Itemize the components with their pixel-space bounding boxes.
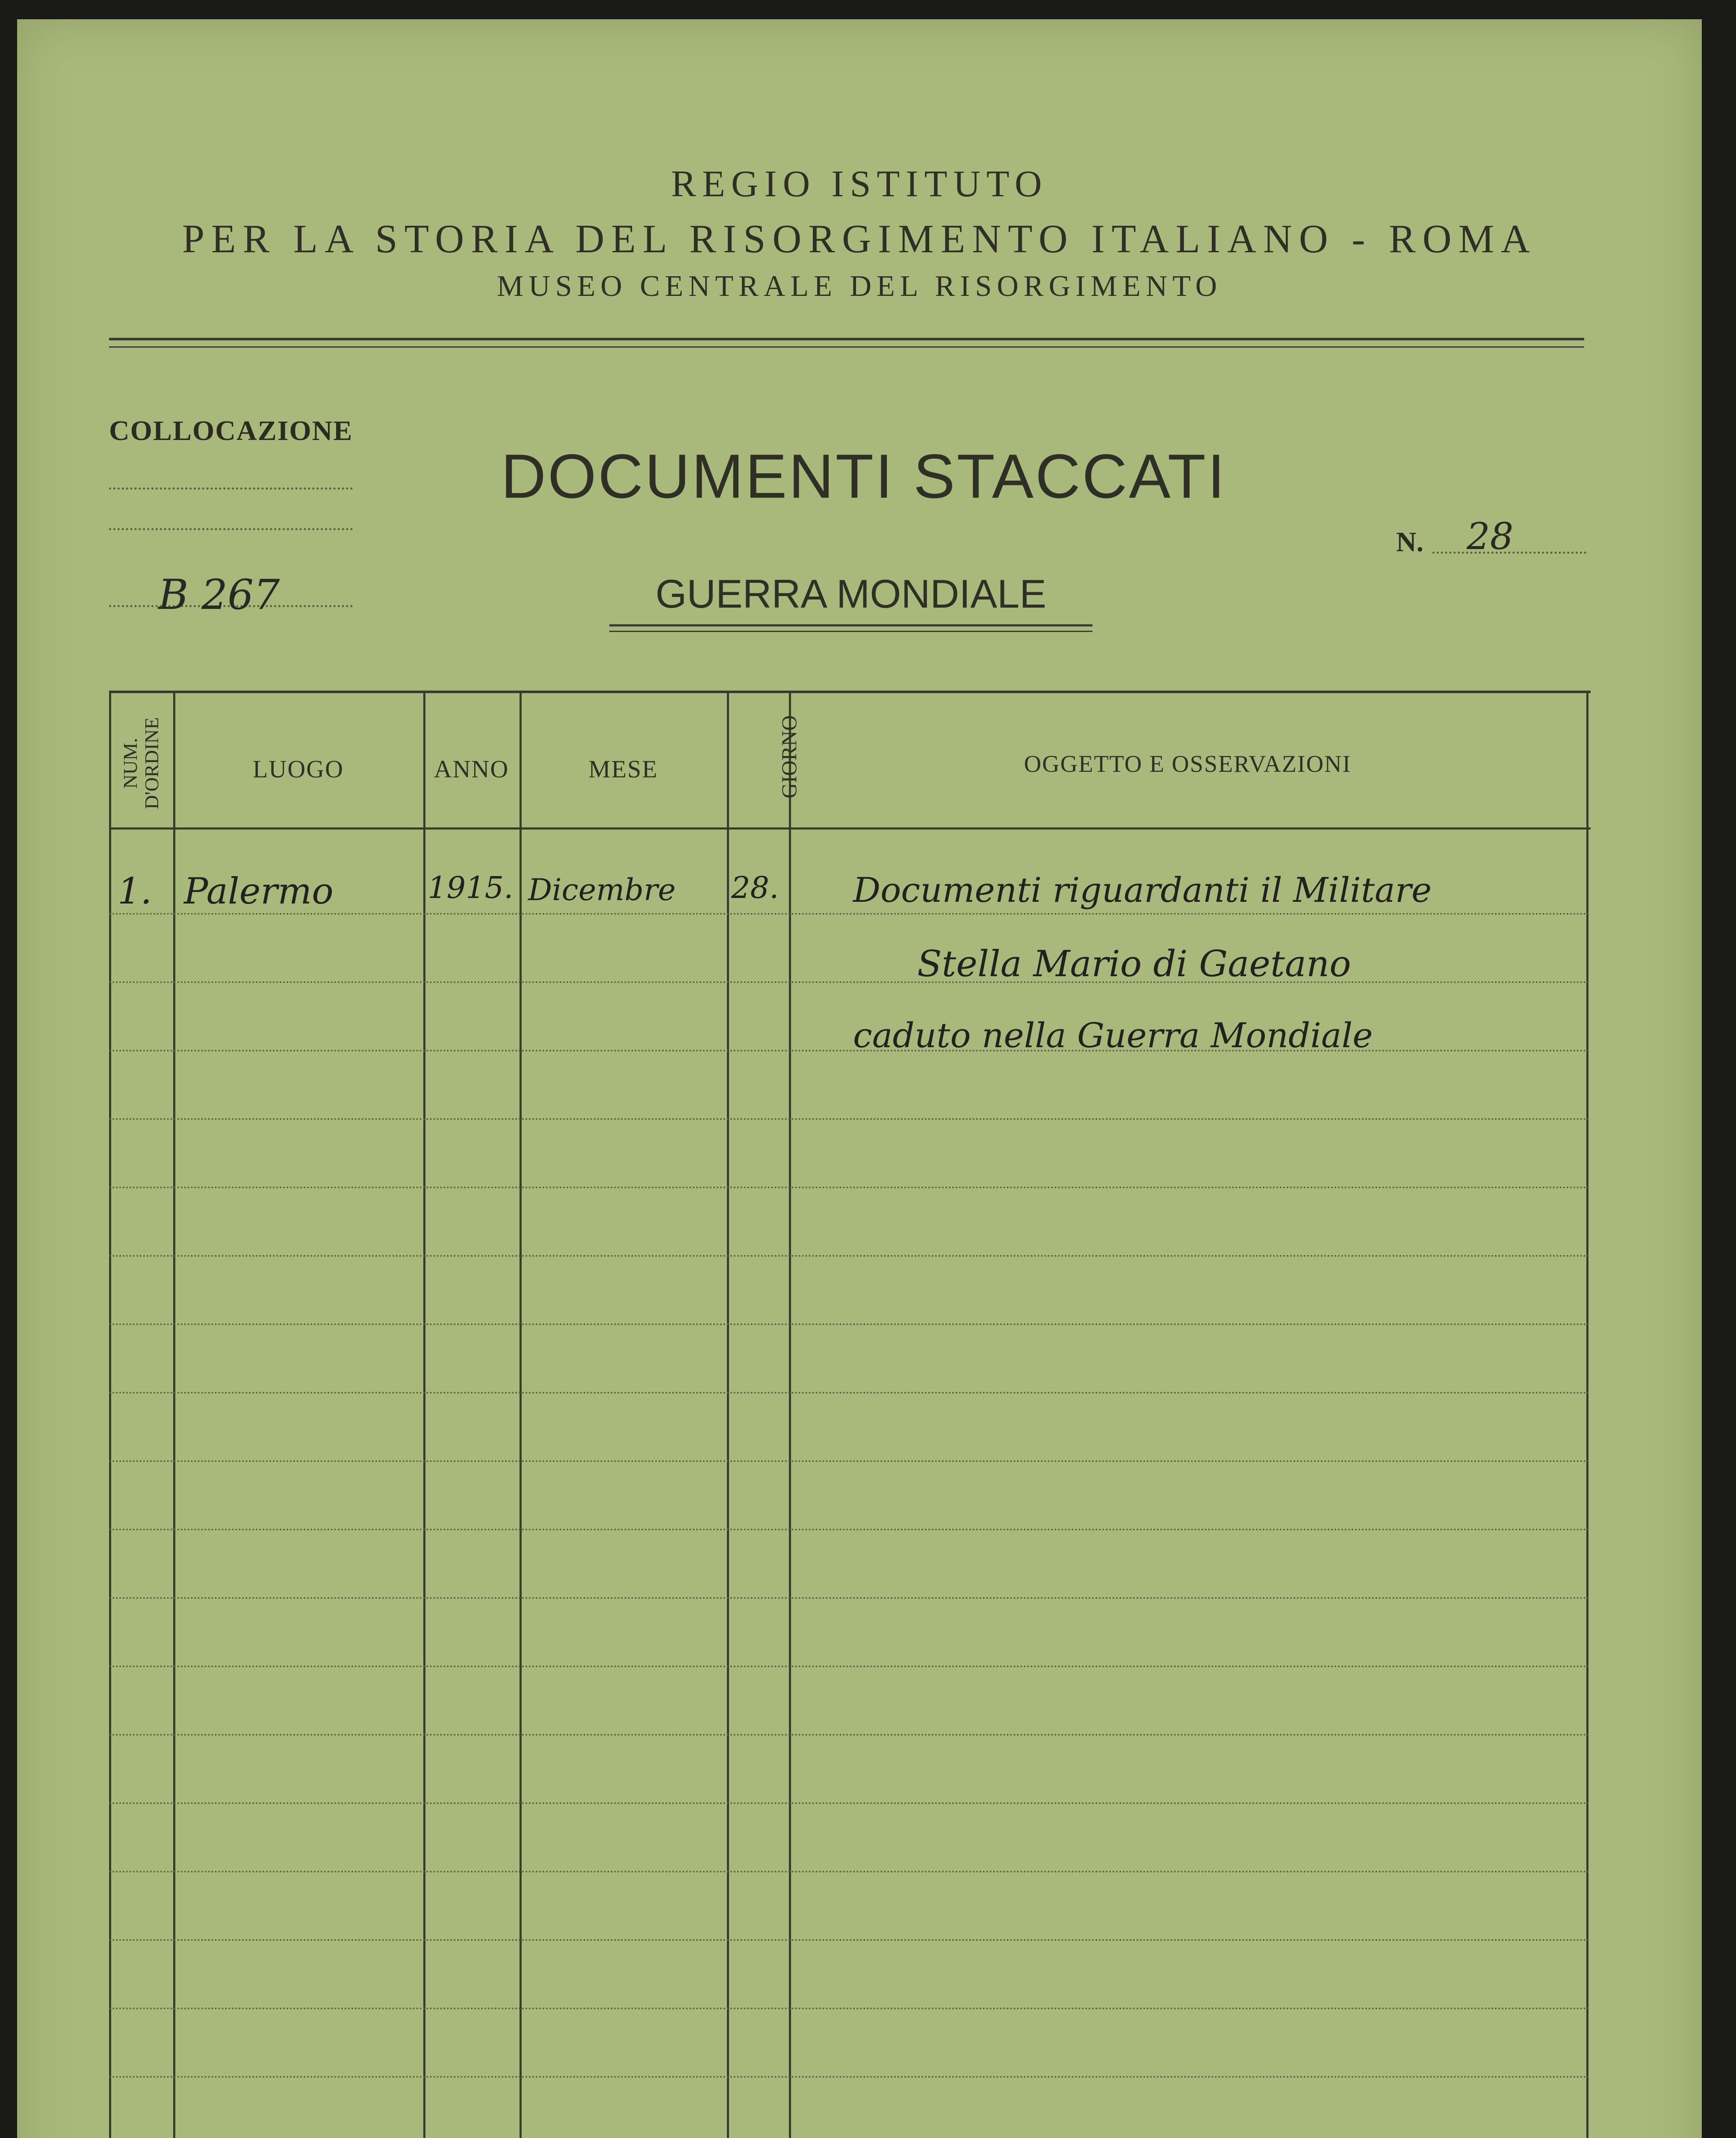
col-border-anno bbox=[520, 691, 522, 2138]
header-mese: MESE bbox=[588, 755, 658, 783]
row-ruling-line bbox=[109, 1050, 1591, 1051]
row-1-num: 1. bbox=[118, 870, 152, 912]
document-subtitle: GUERRA MONDIALE bbox=[655, 571, 1047, 616]
row-ruling-line bbox=[109, 1460, 1591, 1462]
register-table bbox=[109, 691, 1591, 2138]
row-1-oggetto-line1: Documenti riguardanti il Militare bbox=[853, 870, 1432, 910]
collocazione-label: COLLOCAZIONE bbox=[109, 415, 353, 446]
col-border-left bbox=[109, 691, 111, 2138]
col-border-mese bbox=[727, 691, 729, 2138]
row-ruling-line bbox=[109, 1118, 1591, 1120]
header-institute: REGIO ISTITUTO bbox=[671, 163, 1048, 205]
col-border-giorno bbox=[789, 691, 791, 2138]
row-ruling-line bbox=[109, 1255, 1591, 1257]
table-top-border bbox=[109, 691, 1591, 693]
row-ruling-line bbox=[109, 1871, 1591, 1872]
collocazione-value: B 267 bbox=[158, 571, 280, 619]
row-ruling-line bbox=[109, 1597, 1591, 1599]
header-num-line1: NUM. bbox=[119, 738, 141, 789]
document-title: DOCUMENTI STACCATI bbox=[501, 441, 1227, 511]
row-1-oggetto-line3: caduto nella Guerra Mondiale bbox=[853, 1016, 1373, 1055]
row-ruling-line bbox=[109, 1666, 1591, 1667]
header-num-line2: D'ORDINE bbox=[141, 717, 162, 809]
row-ruling-line bbox=[109, 1939, 1591, 1941]
row-ruling-line bbox=[109, 1392, 1591, 1394]
header-museum: MUSEO CENTRALE DEL RISORGIMENTO bbox=[496, 270, 1222, 303]
row-ruling-line bbox=[109, 1802, 1591, 1804]
row-1-mese: Dicembre bbox=[528, 872, 676, 907]
row-1-luogo: Palermo bbox=[184, 870, 334, 912]
collocazione-dotted-line-1 bbox=[109, 487, 353, 490]
row-ruling-line bbox=[109, 913, 1591, 915]
row-ruling-line bbox=[109, 1187, 1591, 1188]
header-giorno: GIORNO bbox=[777, 715, 801, 799]
header-rule-bottom bbox=[109, 346, 1584, 348]
subtitle-underline-2 bbox=[609, 631, 1092, 632]
row-ruling-line bbox=[109, 1529, 1591, 1530]
collocazione-dotted-line-2 bbox=[109, 528, 353, 530]
col-border-right bbox=[1586, 691, 1588, 2138]
row-ruling-line bbox=[109, 1734, 1591, 1736]
row-1-oggetto-line2: Stella Mario di Gaetano bbox=[917, 943, 1351, 985]
row-1-giorno: 28. bbox=[731, 870, 779, 905]
header-rule-top bbox=[109, 338, 1584, 340]
number-value: 28 bbox=[1467, 515, 1514, 558]
header-institute-full: PER LA STORIA DEL RISORGIMENTO ITALIANO - ROMA bbox=[182, 217, 1537, 261]
header-oggetto: OGGETTO E OSSERVAZIONI bbox=[1024, 751, 1352, 777]
row-ruling-line bbox=[109, 2008, 1591, 2009]
number-label: N. bbox=[1396, 526, 1424, 558]
col-border-num bbox=[173, 691, 175, 2138]
document-sheet bbox=[17, 19, 1702, 2138]
table-header-border bbox=[109, 827, 1591, 830]
header-num-ordine bbox=[120, 714, 162, 812]
header-anno: ANNO bbox=[434, 755, 509, 783]
col-border-luogo bbox=[423, 691, 425, 2138]
row-ruling-line bbox=[109, 2076, 1591, 2078]
row-1-anno: 1915. bbox=[428, 870, 514, 905]
row-ruling-line bbox=[109, 1323, 1591, 1325]
row-ruling-line bbox=[109, 981, 1591, 983]
header-luogo: LUOGO bbox=[253, 755, 344, 783]
subtitle-underline-1 bbox=[609, 624, 1092, 626]
